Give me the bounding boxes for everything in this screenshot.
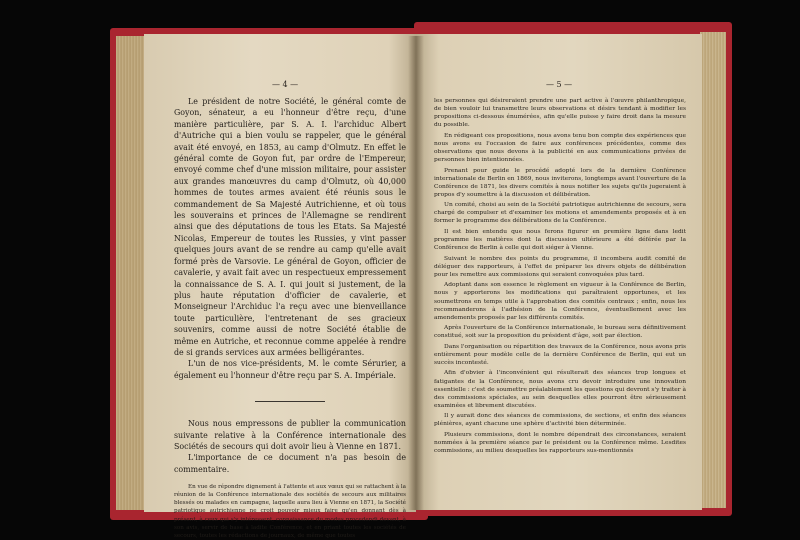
right-paragraph: Dans l'organisation ou répartition des travaux de la Conférence, nous avons pris entièrement pour modèle celle de la dernière Conférence de Berlin, qui eut un succès incontesté.: [434, 343, 686, 366]
left-paragraph: L'importance de ce document n'a pas besoin de commentaire.: [174, 453, 406, 474]
right-page-edges: [700, 32, 726, 508]
left-small-paragraph: En vue de répondre dignement à l'attente et aux vœux qui se rattachent à la réunion de la Conférence internationale des sociétés de secours aux militaires blessés ou malades en campagne, laquelle aura lieu à Vienne en 1871, la Société patriotique autrichienne ne croit pouvoir mieux faire qu'en donnant dès à présent, à ceux qui s'y intéressent, connaissance du modus procedendi devant, à son avis, servir de base à ladite Conférence, et en priant toutes les sociétés de secours, toutes les rédactions de journaux, de même que toutes: [174, 484, 406, 539]
right-page-text: [434, 97, 686, 458]
right-paragraph: Un comité, choisi au sein de la Société patriotique autrichienne de secours, sera chargé de compulser et d'examiner les motions et amendements proposés et à en former le programme des délibérations de la Conférence.: [434, 202, 686, 225]
right-page: [416, 34, 702, 510]
right-paragraph: Suivant le nombre des points du programme, il incombera audit comité de déléguer des rapporteurs, à l'effet de préparer les divers objets de délibération pour les remettre aux commissions qui seraient convoquées plus tard.: [434, 255, 686, 278]
section-separator-rule: [255, 401, 325, 402]
left-page: [144, 34, 416, 539]
right-paragraph: Adoptant dans son essence le règlement en vigueur à la Conférence de Berlin, nous y apporterons les modifications qui paraîtraient opportunes, et les soumettrons en temps utile à l'approbation des comités centraux ; enfin, nous les recommanderons à l'adhésion de la Conférence, éventuellement avec les amendements proposés par les différents comités.: [434, 282, 686, 321]
book-gutter-shadow: [408, 36, 424, 510]
left-page-number: — 4 —: [272, 80, 299, 89]
right-paragraph: Il y aurait donc des séances de commissions, de sections, et enfin des séances plénières, ayant chacune une sphère d'activité bien déterminée.: [434, 413, 686, 428]
left-paragraph: Le président de notre Société, le général comte de Goyon, sénateur, a eu l'honneur d'être reçu, d'une manière particulière, par S. A. I. l'archiduc Albert d'Autriche qui a bien voulu se rappeler, que le général avait été envoyé, en 1853, au camp d'Olmutz. En effet le général comte de Goyon fut, par ordre de l'Empereur, envoyé comme chef d'une mission militaire, pour assister aux grandes manœuvres du camp d'Olmutz, où 40,000 hommes de toutes armes avaient été réunis sous le commandement de Sa Majesté Autrichienne, et où tous les souverains et princes de l'Allemagne se rendirent ainsi que des députations de tous les Etats. Sa Majesté Nicolas, Empereur de toutes les Russies, y vint passer quelques jours avant de se rendre au camp qu'elle avait formé près de Varsovie. Le général de Goyon, officier de cavalerie, y avait fait avec un respectueux empressement la connaissance de S. A. I. qui jouit si justement, de la plus haute réputation d'officier de cavalerie, et Monseigneur l'Archiduc l'a reçu avec une bienveillance toute particulière, l'entretenant de ses gracieux souvenirs, comme aussi de notre Société établie de même en Autriche, et reconnue comme appelée à rendre de si grands services aux armées belligérantes.: [174, 97, 406, 357]
right-paragraph: les personnes qui désireraient prendre une part active à l'œuvre philanthropique, de bien vouloir lui transmettre leurs observations et désirs tendant à modifier les propositions ci-dessous énumérées, afin qu'elle puisse y faire droit dans la mesure du possible.: [434, 98, 686, 129]
right-paragraph: Après l'ouverture de la Conférence internationale, le bureau sera définitivement constitué, soit sur la proposition du président d'âge, soit par élection.: [434, 325, 686, 340]
left-paragraph: Nous nous empressons de publier la communication suivante relative à la Conférence internationale des Sociétés de secours qui doit avoir lieu à Vienne en 1871.: [174, 419, 406, 451]
right-paragraph: Plusieurs commissions, dont le nombre dépendrait des circonstances, seraient nommées à la première séance par le président ou la Conférence même. Lesdites commissions, au milieu desquelles les rapporteurs sus-mentionnés: [434, 431, 686, 455]
left-page-text: [174, 96, 406, 540]
right-paragraph: Il est bien entendu que nous ferons figurer en première ligne dans ledit programme les matières dont la discussion ultérieure a été déférée par la Conférence de Berlin à celle qui doit siéger à Vienne.: [434, 228, 686, 252]
right-paragraph: Afin d'obvier à l'inconvénient qui résulterait des séances trop longues et fatigantes de la Conférence, nous avons cru devoir introduire une innovation essentielle : c'est de soumettre préalablement les questions qui devront s'y traiter à des commissions spéciales, au sein desquelles elles pourront être sérieusement examinées et librement discutées.: [434, 370, 686, 409]
right-page-number: — 5 —: [546, 80, 573, 89]
left-paragraph: L'un de nos vice-présidents, M. le comte Sérurier, a également eu l'honneur d'être reçu par S. A. Impériale.: [174, 359, 406, 380]
open-book: [110, 22, 732, 539]
right-paragraph: Prenant pour guide le procédé adopté lors de la dernière Conférence internationale de Berlin en 1869, nous inviterons, longtemps avant l'ouverture de la Conférence de 1871, les divers comités à nous notifier les sujets qu'ils jugeraient à propos d'y soumettre à la discussion et délibération.: [434, 167, 686, 198]
right-paragraph: En rédigeant ces propositions, nous avons tenu bon compte des expériences que nous avons eu l'occasion de faire aux conférences précédentes, comme des observations que nous devons à la publicité en aux communications privées de personnes bien intentionnées.: [434, 132, 686, 164]
